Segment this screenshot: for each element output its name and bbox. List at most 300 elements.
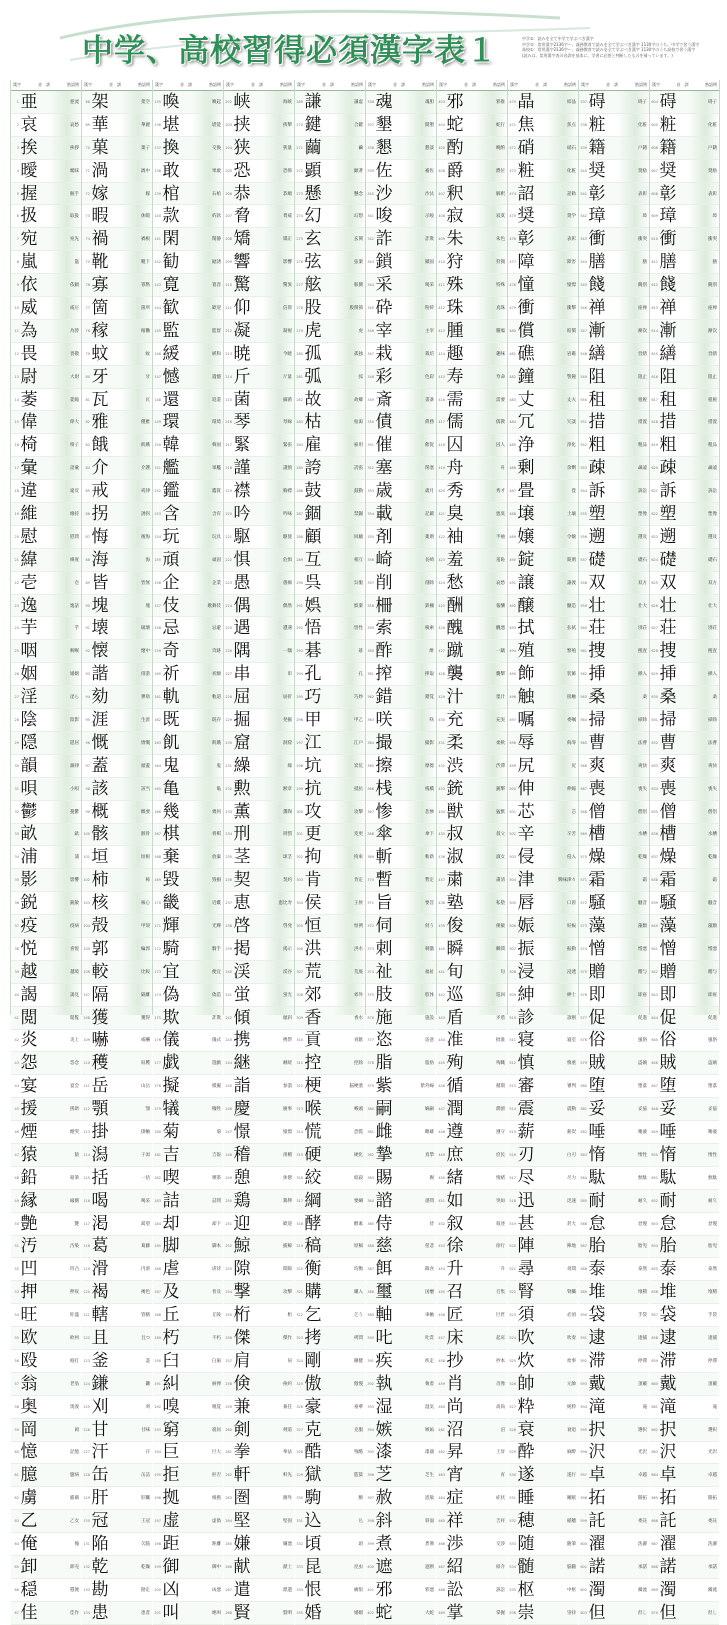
kanji-character: 栽 bbox=[375, 343, 393, 364]
example-word: 均衡 bbox=[354, 1267, 363, 1273]
table-row bbox=[11, 617, 81, 640]
example-word: 輪郭 bbox=[141, 946, 150, 952]
row-number: 414 bbox=[438, 351, 445, 356]
kanji-character: 刑 bbox=[233, 824, 251, 845]
row-number: 378 bbox=[367, 1061, 374, 1066]
kanji-character: 縁 bbox=[20, 1190, 38, 1211]
table-row bbox=[153, 846, 223, 869]
row-number: 61 bbox=[14, 1473, 19, 1478]
row-number: 260 bbox=[225, 1427, 232, 1432]
row-number: 342 bbox=[367, 237, 374, 242]
table-row bbox=[11, 846, 81, 869]
kanji-character: 宜 bbox=[162, 961, 180, 982]
row-number: 445 bbox=[438, 1061, 445, 1066]
table-row bbox=[366, 343, 436, 366]
kanji-character: 畳 bbox=[517, 481, 535, 502]
table-row bbox=[366, 801, 436, 824]
kanji-character: 圏 bbox=[233, 1488, 251, 1509]
kanji-character: 朱 bbox=[446, 229, 464, 250]
example-word: 却下 bbox=[212, 1221, 221, 1227]
row-number: 659 bbox=[651, 1358, 658, 1363]
row-number: 164 bbox=[154, 763, 161, 768]
example-word: 克服 bbox=[354, 1427, 363, 1433]
row-number: 653 bbox=[651, 1221, 658, 1226]
example-word: 肝臓 bbox=[141, 1496, 150, 1502]
kanji-character: 韻 bbox=[20, 755, 38, 776]
example-word: 海 bbox=[145, 557, 150, 563]
table-row bbox=[82, 1190, 152, 1213]
example-word: 煮沸 bbox=[425, 1542, 434, 1548]
table-row bbox=[295, 114, 365, 137]
table-row bbox=[224, 1442, 294, 1465]
row-number: 35 bbox=[14, 878, 19, 883]
kanji-character: 歓 bbox=[162, 297, 180, 318]
row-number: 361 bbox=[367, 672, 374, 677]
table-row bbox=[437, 549, 507, 572]
example-word: 旬 bbox=[500, 969, 505, 975]
row-number: 636 bbox=[651, 832, 658, 837]
kanji-character: 蛇 bbox=[446, 114, 464, 135]
kanji-character: 魂 bbox=[375, 91, 393, 112]
kanji-character: 賊 bbox=[588, 1053, 606, 1074]
kanji-character: 荒 bbox=[304, 961, 322, 982]
row-number: 605 bbox=[651, 122, 658, 127]
example-word: 淑女 bbox=[496, 855, 505, 861]
table-row bbox=[579, 320, 649, 343]
row-number: 473 bbox=[509, 168, 516, 173]
example-word: 孤独 bbox=[354, 351, 363, 357]
row-number: 505 bbox=[509, 901, 516, 906]
kanji-character: 唄 bbox=[20, 778, 38, 799]
kanji-character: 孔 bbox=[304, 664, 322, 685]
row-number: 85 bbox=[85, 489, 90, 494]
table-row bbox=[11, 366, 81, 389]
row-number: 655 bbox=[651, 1267, 658, 1272]
example-word: 手袋 bbox=[708, 1313, 717, 1319]
table-row bbox=[82, 434, 152, 457]
example-word: 洗濯 bbox=[638, 1542, 647, 1548]
example-word: 将棋 bbox=[212, 832, 221, 838]
row-number: 567 bbox=[580, 786, 587, 791]
example-word: 堆積 bbox=[638, 1290, 647, 1296]
kanji-character: 酢 bbox=[375, 641, 393, 662]
row-number: 587 bbox=[580, 1244, 587, 1249]
example-word: 書斎 bbox=[425, 397, 434, 403]
kanji-column bbox=[10, 80, 81, 1623]
row-number: 657 bbox=[651, 1313, 658, 1318]
example-word: 山岳 bbox=[141, 1084, 150, 1090]
example-word: 奇跡 bbox=[212, 649, 221, 655]
table-row bbox=[153, 1258, 223, 1281]
example-word: 影響 bbox=[283, 260, 292, 266]
row-number: 532 bbox=[509, 1519, 516, 1524]
row-number: 544 bbox=[580, 260, 587, 265]
kanji-character: 疫 bbox=[20, 916, 38, 936]
row-number: 455 bbox=[438, 1290, 445, 1295]
example-word: 錯覚 bbox=[425, 695, 434, 701]
row-number: 349 bbox=[367, 397, 374, 402]
kanji-character: 賜 bbox=[375, 1167, 393, 1188]
kanji-character: 剤 bbox=[375, 526, 393, 547]
row-number: 287 bbox=[296, 511, 303, 516]
row-number: 585 bbox=[580, 1198, 587, 1203]
example-word: 威圧 bbox=[70, 305, 79, 311]
example-word: 間隙 bbox=[283, 1267, 292, 1273]
example-word: 薫陶 bbox=[283, 809, 292, 815]
kanji-character: 稽 bbox=[233, 1144, 251, 1165]
example-word: 衝突 bbox=[638, 237, 647, 243]
row-number: 339 bbox=[367, 168, 374, 173]
row-number: 441 bbox=[438, 969, 445, 974]
kanji-character: 肖 bbox=[446, 1373, 464, 1394]
column-header-kanji: 漢字 bbox=[510, 82, 518, 87]
table-row bbox=[650, 228, 719, 251]
example-word: 歓迎 bbox=[212, 305, 221, 311]
row-number: 69 bbox=[85, 122, 90, 127]
table-row bbox=[508, 1144, 578, 1167]
example-word: 委嘱 bbox=[567, 717, 576, 723]
example-word: 違反 bbox=[70, 489, 79, 495]
table-row bbox=[295, 1167, 365, 1190]
table-row bbox=[650, 457, 719, 480]
kanji-character: 芯 bbox=[517, 801, 535, 822]
table-row bbox=[295, 1579, 365, 1602]
example-word: 摩擦 bbox=[425, 763, 434, 769]
row-number: 482 bbox=[509, 374, 516, 379]
example-word: 絞殺 bbox=[354, 1175, 363, 1181]
kanji-character: 錯 bbox=[375, 687, 393, 708]
row-number: 317 bbox=[296, 1198, 303, 1203]
table-row bbox=[366, 1373, 436, 1396]
row-number: 171 bbox=[154, 924, 161, 928]
kanji-character: 逮 bbox=[659, 1328, 677, 1349]
example-word: 昆虫 bbox=[354, 1564, 363, 1570]
kanji-character: 箇 bbox=[91, 297, 109, 318]
table-row bbox=[153, 503, 223, 526]
example-word: 逮捕 bbox=[638, 1336, 647, 1342]
table-row bbox=[295, 274, 365, 297]
row-number: 416 bbox=[438, 397, 445, 402]
kanji-character: 錮 bbox=[304, 503, 322, 524]
kanji-character: 欺 bbox=[162, 1007, 180, 1028]
table-row bbox=[295, 1007, 365, 1030]
kanji-character: 矯 bbox=[233, 229, 251, 250]
kanji-character: 押 bbox=[20, 1282, 38, 1303]
kanji-character: 恒 bbox=[304, 916, 322, 936]
table-row bbox=[508, 251, 578, 274]
kanji-character: 斎 bbox=[375, 389, 393, 410]
kanji-character: 潟 bbox=[91, 1144, 109, 1165]
row-number: 479 bbox=[509, 305, 516, 310]
example-word: 大尉 bbox=[70, 374, 79, 380]
example-word: 刺激 bbox=[425, 946, 434, 952]
example-word: 徐行 bbox=[496, 1244, 505, 1250]
example-word: 半袖 bbox=[496, 534, 505, 540]
kanji-character: 拓 bbox=[659, 1488, 677, 1509]
table-row bbox=[153, 205, 223, 228]
kanji-character: 繕 bbox=[588, 343, 606, 364]
example-word: 警鐘 bbox=[567, 374, 576, 380]
row-number: 463 bbox=[438, 1473, 445, 1478]
example-word: 挿入 bbox=[708, 672, 717, 678]
table-row bbox=[224, 892, 294, 915]
kanji-character: 墾 bbox=[375, 114, 393, 135]
example-word: 矛盾 bbox=[496, 1015, 505, 1021]
row-number: 209 bbox=[225, 260, 232, 265]
table-row bbox=[650, 160, 719, 183]
kanji-character: 鍵 bbox=[304, 114, 322, 135]
table-row bbox=[366, 755, 436, 778]
table-row bbox=[366, 228, 436, 251]
kanji-character: 甲 bbox=[304, 709, 322, 730]
table-row bbox=[437, 274, 507, 297]
table-row bbox=[579, 434, 649, 457]
table-row bbox=[366, 1533, 436, 1556]
kanji-character: 沢 bbox=[659, 1442, 677, 1463]
example-word: 遡及 bbox=[708, 534, 717, 540]
row-number: 428 bbox=[438, 672, 445, 677]
kanji-character: 叔 bbox=[446, 824, 464, 845]
table-row bbox=[224, 91, 294, 114]
table-row bbox=[11, 1350, 81, 1373]
kanji-character: 騒 bbox=[659, 893, 677, 914]
row-number: 546 bbox=[580, 305, 587, 310]
table-row bbox=[579, 1098, 649, 1121]
row-number: 554 bbox=[580, 489, 587, 494]
kanji-character: 傲 bbox=[304, 1373, 322, 1394]
table-row bbox=[508, 1442, 578, 1465]
example-word: 閲覧 bbox=[70, 1015, 79, 1021]
kanji-character: 婚 bbox=[304, 1602, 322, 1623]
row-number: 6 bbox=[16, 214, 19, 219]
table-row bbox=[650, 1350, 719, 1373]
row-number: 165 bbox=[154, 786, 161, 791]
kanji-character: 滞 bbox=[659, 1350, 677, 1371]
example-word: 嫁 bbox=[145, 191, 150, 197]
example-word: 傘下 bbox=[425, 832, 434, 838]
example-word: 雇用 bbox=[354, 443, 363, 449]
row-number: 475 bbox=[509, 214, 516, 219]
table-row bbox=[153, 526, 223, 549]
row-number: 72 bbox=[85, 191, 90, 196]
example-word: 屈折 bbox=[283, 695, 292, 701]
row-number: 450 bbox=[438, 1175, 445, 1180]
row-number: 531 bbox=[509, 1496, 516, 1501]
table-row bbox=[153, 274, 223, 297]
row-number: 363 bbox=[367, 717, 374, 722]
row-number: 33 bbox=[14, 832, 19, 837]
table-row bbox=[295, 434, 365, 457]
example-word: 叔父 bbox=[496, 832, 505, 838]
kanji-character: 虎 bbox=[304, 320, 322, 341]
kanji-character: 絞 bbox=[304, 1167, 322, 1188]
kanji-character: 乙 bbox=[20, 1511, 38, 1532]
kanji-character: 籍 bbox=[659, 137, 677, 158]
row-number: 26 bbox=[14, 672, 19, 677]
kanji-character: 閲 bbox=[20, 1007, 38, 1028]
column-header bbox=[366, 80, 436, 91]
table-row bbox=[82, 801, 152, 824]
kanji-character: 菓 bbox=[91, 137, 109, 158]
example-word: 婚姻 bbox=[354, 1610, 363, 1616]
example-word: 堆積 bbox=[708, 1290, 717, 1296]
row-number: 1 bbox=[16, 99, 19, 104]
row-number: 208 bbox=[225, 237, 232, 242]
row-number: 641 bbox=[651, 946, 658, 951]
column-header-kanji: 漢字 bbox=[297, 82, 305, 87]
row-number: 20 bbox=[14, 534, 19, 539]
row-number: 236 bbox=[225, 878, 232, 883]
row-number: 120 bbox=[83, 1290, 90, 1295]
row-number: 599 bbox=[580, 1519, 587, 1524]
column-header bbox=[579, 80, 649, 91]
table-row bbox=[224, 183, 294, 206]
kanji-character: 双 bbox=[588, 572, 606, 593]
row-number: 223 bbox=[225, 580, 232, 585]
table-row bbox=[579, 1396, 649, 1419]
row-number: 516 bbox=[509, 1152, 516, 1157]
row-number: 500 bbox=[509, 786, 516, 791]
row-number: 245 bbox=[225, 1084, 232, 1089]
table-row bbox=[224, 778, 294, 801]
row-number: 76 bbox=[85, 283, 90, 288]
table-row bbox=[508, 824, 578, 847]
example-word: 回顧 bbox=[354, 534, 363, 540]
table-row bbox=[224, 984, 294, 1007]
row-number: 594 bbox=[580, 1404, 587, 1409]
kanji-character: 握 bbox=[20, 183, 38, 204]
example-word: 購入 bbox=[354, 1290, 363, 1296]
row-number: 60 bbox=[14, 1450, 19, 1455]
example-word: 腎臓 bbox=[567, 1290, 576, 1296]
table-row bbox=[437, 663, 507, 686]
kanji-character: 狩 bbox=[446, 252, 464, 273]
table-row bbox=[437, 1258, 507, 1281]
example-word: 純粋 bbox=[567, 1404, 576, 1410]
example-word: 咲 bbox=[429, 717, 434, 723]
table-row bbox=[366, 1190, 436, 1213]
kanji-character: 咽 bbox=[20, 641, 38, 662]
kanji-character: 濁 bbox=[659, 1579, 677, 1600]
row-number: 606 bbox=[651, 145, 658, 150]
row-number: 623 bbox=[651, 534, 658, 539]
kanji-character: 剛 bbox=[304, 1350, 322, 1371]
row-number: 170 bbox=[154, 901, 161, 906]
example-word: 喉頭 bbox=[354, 1107, 363, 1113]
example-word: 趣味 bbox=[496, 351, 505, 357]
example-word: 邪推 bbox=[496, 99, 505, 105]
example-word: 報酬 bbox=[496, 603, 505, 609]
kanji-column bbox=[649, 80, 720, 1623]
table-row bbox=[579, 1510, 649, 1533]
row-number: 56 bbox=[14, 1358, 19, 1363]
table-row bbox=[11, 755, 81, 778]
example-word: 兼任 bbox=[283, 1404, 292, 1410]
kanji-character: 燥 bbox=[588, 847, 606, 868]
example-word: 要綱 bbox=[354, 1198, 363, 1204]
table-row bbox=[366, 503, 436, 526]
row-number: 29 bbox=[14, 740, 19, 745]
table-row bbox=[295, 938, 365, 961]
table-row bbox=[650, 915, 719, 938]
kanji-character: 詣 bbox=[233, 1076, 251, 1097]
row-number: 598 bbox=[580, 1496, 587, 1501]
example-word: 返還 bbox=[212, 397, 221, 403]
kanji-character: 且 bbox=[91, 1328, 109, 1349]
row-number: 66 bbox=[14, 1587, 19, 1592]
kanji-character: 岳 bbox=[91, 1076, 109, 1097]
kanji-character: 漸 bbox=[588, 320, 606, 341]
example-word: 肖像 bbox=[496, 1381, 505, 1387]
table-row bbox=[11, 1533, 81, 1556]
row-number: 570 bbox=[580, 855, 587, 860]
table-row bbox=[579, 114, 649, 137]
table-row bbox=[366, 1258, 436, 1281]
kanji-character: 堕 bbox=[659, 1076, 677, 1097]
row-number: 5 bbox=[16, 191, 19, 196]
example-word: 膳 bbox=[642, 260, 647, 266]
row-number: 114 bbox=[83, 1152, 90, 1157]
example-word: 堪能 bbox=[212, 122, 221, 128]
kanji-character: 卸 bbox=[20, 1556, 38, 1577]
table-row bbox=[650, 1602, 719, 1625]
example-word: 偽造 bbox=[212, 992, 221, 998]
row-number: 131 bbox=[83, 1542, 90, 1547]
row-number: 409 bbox=[438, 237, 445, 242]
table-row bbox=[153, 457, 223, 480]
table-row bbox=[295, 366, 365, 389]
kanji-character: 拘 bbox=[304, 847, 322, 868]
example-word: 福祉 bbox=[425, 969, 434, 975]
row-number: 141 bbox=[154, 237, 161, 242]
kanji-character: 汚 bbox=[20, 1236, 38, 1257]
row-number: 429 bbox=[438, 695, 445, 700]
row-number: 333 bbox=[296, 1564, 303, 1569]
kanji-character: 響 bbox=[233, 252, 251, 273]
example-word: 冗談 bbox=[567, 420, 576, 426]
row-number: 547 bbox=[580, 328, 587, 333]
row-number: 206 bbox=[225, 191, 232, 196]
row-number: 385 bbox=[367, 1221, 374, 1226]
table-row bbox=[11, 709, 81, 732]
kanji-character: 軒 bbox=[233, 1465, 251, 1486]
row-number: 278 bbox=[296, 305, 303, 310]
row-number: 581 bbox=[580, 1107, 587, 1112]
kanji-character: 臼 bbox=[162, 1350, 180, 1371]
row-number: 148 bbox=[154, 397, 161, 402]
kanji-character: 紹 bbox=[446, 1556, 464, 1577]
kanji-character: 殴 bbox=[20, 1350, 38, 1371]
kanji-character: 柿 bbox=[91, 870, 109, 891]
row-number: 341 bbox=[367, 214, 374, 219]
column-header-example: 熟語例 bbox=[67, 82, 79, 87]
row-number: 382 bbox=[367, 1152, 374, 1157]
row-number: 638 bbox=[651, 878, 658, 883]
table-row bbox=[224, 343, 294, 366]
table-row bbox=[153, 640, 223, 663]
kanji-character: 醸 bbox=[517, 595, 535, 616]
row-number: 23 bbox=[14, 603, 19, 608]
table-row bbox=[366, 251, 436, 274]
kanji-character: 戴 bbox=[588, 1373, 606, 1394]
kanji-character: 憎 bbox=[659, 938, 677, 959]
example-word: 斬新 bbox=[425, 855, 434, 861]
kanji-character: 祥 bbox=[446, 1511, 464, 1532]
example-word: 監獄 bbox=[354, 1473, 363, 1479]
table-row bbox=[224, 1098, 294, 1121]
table-row bbox=[224, 228, 294, 251]
example-word: 表彰 bbox=[567, 237, 576, 243]
